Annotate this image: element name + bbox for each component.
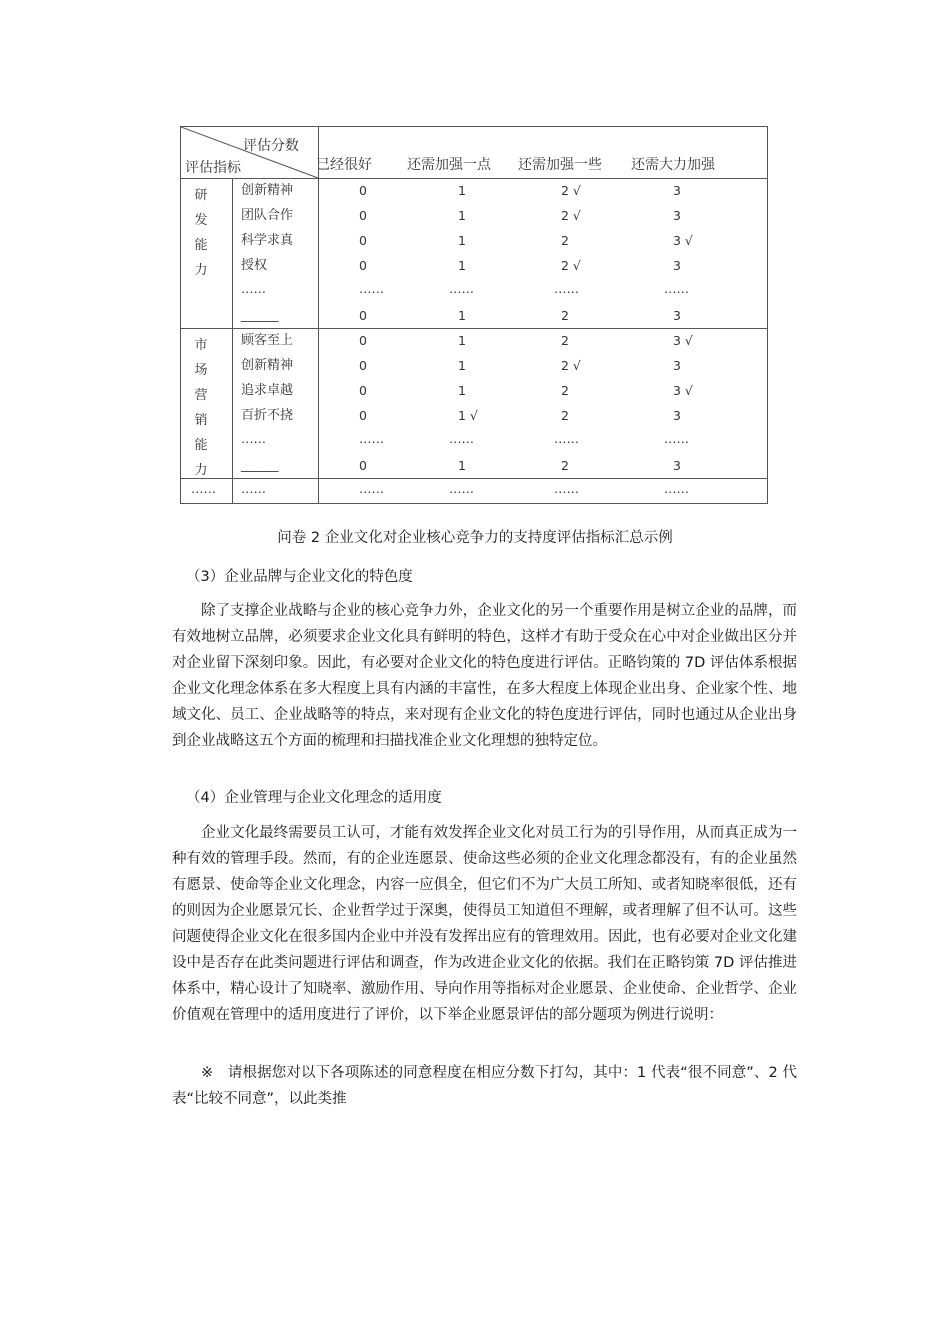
category-char: 场 — [194, 363, 208, 378]
score-cell: 3 — [673, 308, 681, 323]
score-cell: 1 — [458, 258, 466, 273]
score-cell: 0 — [359, 408, 367, 423]
category-char: 发 — [194, 213, 208, 228]
score-cell: 1 — [458, 383, 466, 398]
score-cell: …… — [359, 481, 384, 496]
item-label: 创新精神 — [241, 183, 294, 198]
score-cell: 2 √ — [561, 183, 581, 198]
score-cell: …… — [449, 481, 474, 496]
score-cell: 3 — [673, 408, 681, 423]
column-header-3: 还需加强一些 — [518, 157, 602, 173]
score-cell: 3 √ — [673, 233, 693, 248]
score-cell: 2 — [561, 383, 569, 398]
score-cell: 0 — [359, 208, 367, 223]
score-cell: 1 — [458, 458, 466, 473]
section-4-paragraph: 企业文化最终需要员工认可，才能有效发挥企业文化对员工行为的引导作用，从而真正成为一种有效的管理手段。然而，有的企业连愿景、使命这些必须的企业文化理念都没有，有的企业虽然有愿景、使命等企业文化理念，内容一应俱全，但它们不为广大员工所知、或者知晓率很低，还有的则因为企业愿景冗长、企业哲学过于深奥，使得员工知道但不理解，或者理解了但不认可。这些问题使得企业文化在很多国内企业中并没有发挥出应有的管理效用。因此，也有必要对企业文化建设中是否存在此类问题进行评估和调查，作为改进企业文化的依据。我们在正略钧策 7D 评估推进体系中，精心设计了知晓率、激励作用、导向作用等指标对企业愿景、企业使命、企业哲学、企业价值观在管理中的适用度进行了评价，以下举企业愿景评估的部分题项为例进行说明： — [172, 825, 797, 1023]
score-cell: 2 — [561, 308, 569, 323]
score-cell: 0 — [359, 308, 367, 323]
score-cell: 0 — [359, 458, 367, 473]
score-cell: 3 — [673, 258, 681, 273]
score-cell: 2 — [561, 408, 569, 423]
score-cell: …… — [359, 431, 384, 446]
score-cell: 2 √ — [561, 208, 581, 223]
column-divider — [232, 178, 233, 503]
category-char: 销 — [194, 413, 208, 428]
section-3-heading: （3）企业品牌与企业文化的特色度 — [186, 569, 413, 585]
category-char: 力 — [194, 463, 208, 478]
score-cell: 2 — [561, 458, 569, 473]
category-char: 力 — [194, 263, 208, 278]
item-label: ______ — [241, 307, 279, 322]
score-cell: …… — [449, 281, 474, 296]
item-label: 追求卓越 — [241, 383, 294, 398]
score-cell: 0 — [359, 233, 367, 248]
header-score-label: 评估分数 — [243, 138, 299, 154]
score-cell: …… — [554, 431, 579, 446]
table-caption: 问卷 2 企业文化对企业核心竞争力的支持度评估指标汇总示例 — [277, 530, 673, 546]
score-cell: …… — [664, 481, 689, 496]
row-divider — [181, 478, 767, 479]
score-cell: 2 √ — [561, 258, 581, 273]
score-cell: 1 — [458, 183, 466, 198]
score-cell: 0 — [359, 333, 367, 348]
column-header-4: 还需大力加强 — [631, 157, 715, 173]
item-label: …… — [241, 481, 266, 496]
score-cell: 0 — [359, 358, 367, 373]
score-cell: …… — [664, 431, 689, 446]
score-cell: 3 — [673, 458, 681, 473]
instruction-note: ※ 请根据您对以下各项陈述的同意程度在相应分数下打勾，其中：1 代表“很不同意”、2 代表“比较不同意”，以此类推 — [172, 1065, 797, 1107]
category-char: 营 — [194, 388, 208, 403]
item-label: 团队合作 — [241, 208, 294, 223]
score-cell: …… — [359, 281, 384, 296]
score-cell: 3 — [673, 208, 681, 223]
section-4-heading: （4）企业管理与企业文化理念的适用度 — [186, 790, 442, 806]
column-divider — [318, 127, 319, 503]
score-cell: …… — [664, 281, 689, 296]
score-cell: 1 — [458, 333, 466, 348]
score-cell: 0 — [359, 383, 367, 398]
score-cell: …… — [449, 431, 474, 446]
item-label: 科学求真 — [241, 233, 294, 248]
score-cell: 0 — [359, 258, 367, 273]
score-cell: 2 — [561, 333, 569, 348]
score-cell: 1 — [458, 308, 466, 323]
item-label: ______ — [241, 457, 279, 472]
score-cell: 3 √ — [673, 333, 693, 348]
score-cell: 1 — [458, 358, 466, 373]
evaluation-table — [180, 126, 768, 504]
category-char: 研 — [194, 188, 208, 203]
score-cell: 3 √ — [673, 383, 693, 398]
section-3-paragraph: 除了支撑企业战略与企业的核心竞争力外，企业文化的另一个重要作用是树立企业的品牌，而有效地树立品牌，必须要求企业文化具有鲜明的特色，这样才有助于受众在心中对企业做出区分并对企业留下深刻印象。因此，有必要对企业文化的特色度进行评估。正略钧策的 7D 评估体系根据企业文化理念体系在多大程度上具有内涵的丰富性，在多大程度上体现企业出身、企业家个性、地域文化、员工、企业战略等的特点，来对现有企业文化的特色度进行评估，同时也通过从企业出身到企业战略这五个方面的梳理和扫描找准企业文化理想的独特定位。 — [172, 603, 797, 749]
row-divider — [181, 328, 767, 329]
score-cell: 2 √ — [561, 358, 581, 373]
score-cell: …… — [554, 281, 579, 296]
column-header-2: 还需加强一点 — [407, 157, 491, 173]
category-label: …… — [191, 481, 216, 496]
column-header-1: 已经很好 — [316, 157, 372, 173]
score-cell: …… — [554, 481, 579, 496]
score-cell: 3 — [673, 183, 681, 198]
header-indicator-label: 评估指标 — [185, 160, 241, 176]
score-cell: 1 √ — [458, 408, 478, 423]
item-label: …… — [241, 281, 266, 296]
item-label: …… — [241, 431, 266, 446]
item-label: 创新精神 — [241, 358, 294, 373]
category-char: 能 — [194, 238, 208, 253]
row-divider — [181, 178, 767, 179]
item-label: 授权 — [241, 258, 268, 273]
item-label: 百折不挠 — [241, 408, 294, 423]
score-cell: 0 — [359, 183, 367, 198]
category-char: 能 — [194, 438, 208, 453]
score-cell: 2 — [561, 233, 569, 248]
category-char: 市 — [194, 338, 208, 353]
item-label: 顾客至上 — [241, 333, 294, 348]
score-cell: 1 — [458, 208, 466, 223]
score-cell: 3 — [673, 358, 681, 373]
score-cell: 1 — [458, 233, 466, 248]
